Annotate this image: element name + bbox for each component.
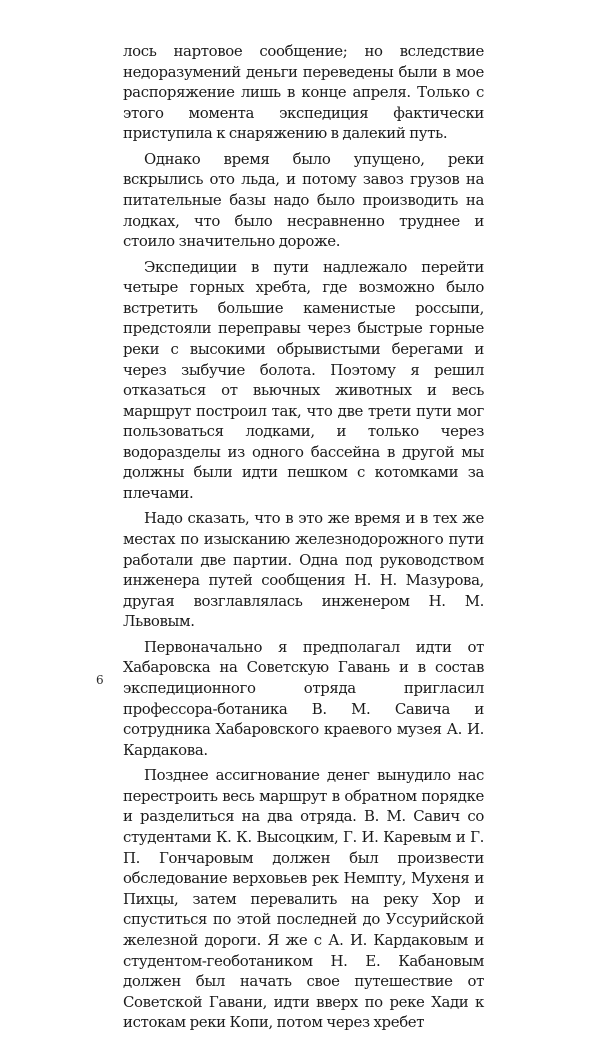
paragraph-6: Позднее ассигнование денег вынудило нас перестроить весь маршрут в обратном порядке и разделиться на два отряда. В. М. Савич со студентами К. К. Высоцким, Г. И. Каревым и Г. П. Гончаровым должен был произвести обследование верховьев рек Немпту, Мухеня и Пихцы, затем перевалить на реку Хор и спуститься по этой последней до Уссурийской железной дороги. Я же с А. И. Кардаковым и студентом-геоботаником Н. Е. Кабановым должен был начать свое путешествие от Советской Гавани, идти вверх по реке Хади к истокам реки Копи, потом через хребет — [123, 766, 484, 1032]
page-number: 6 — [96, 673, 104, 687]
paragraph-5: Первоначально я предполагал идти от Хабаровска на Советскую Гавань и в состав экспедиционного отряда пригласил профессора-ботаника В. М. Савича и сотрудника Хабаровского краевого музея А. И. Кардакова. — [123, 637, 484, 759]
paragraph-2: Однако время было упущено, реки вскрылись ото льда, и потому завоз грузов на питательные базы надо было производить на лодках, что было несравненно труднее и стоило значительно дороже. — [123, 149, 484, 251]
paragraph-1: лось нартовое сообщение; но вследствие недоразумений деньги переведены были в мое распоряжение лишь в конце апреля. Только с этого момента экспедиция фактически приступила к снаряжению в далекий путь. — [123, 42, 484, 143]
body-text — [123, 41, 484, 1038]
paragraph-4: Надо сказать, что в это же время и в тех же местах по изысканию железнодорожного пути работали две партии. Одна под руководством инженера путей сообщения Н. Н. Мазурова, другая возглавлялась инженером Н. М. Львовым. — [123, 509, 484, 631]
paragraph-3: Экспедиции в пути надлежало перейти четыре горных хребта, где возможно было встретить большие каменистые россыпи, предстояли переправы через быстрые горные реки с высокими обрывистыми берегами и через зыбучие болота. Поэтому я решил отказаться от вьючных животных и весь маршрут построил так, что две трети пути мог пользоваться лодками, и только через водоразделы из одного бассейна в другой мы должны были идти пешком с котомками за плечами. — [123, 257, 484, 503]
